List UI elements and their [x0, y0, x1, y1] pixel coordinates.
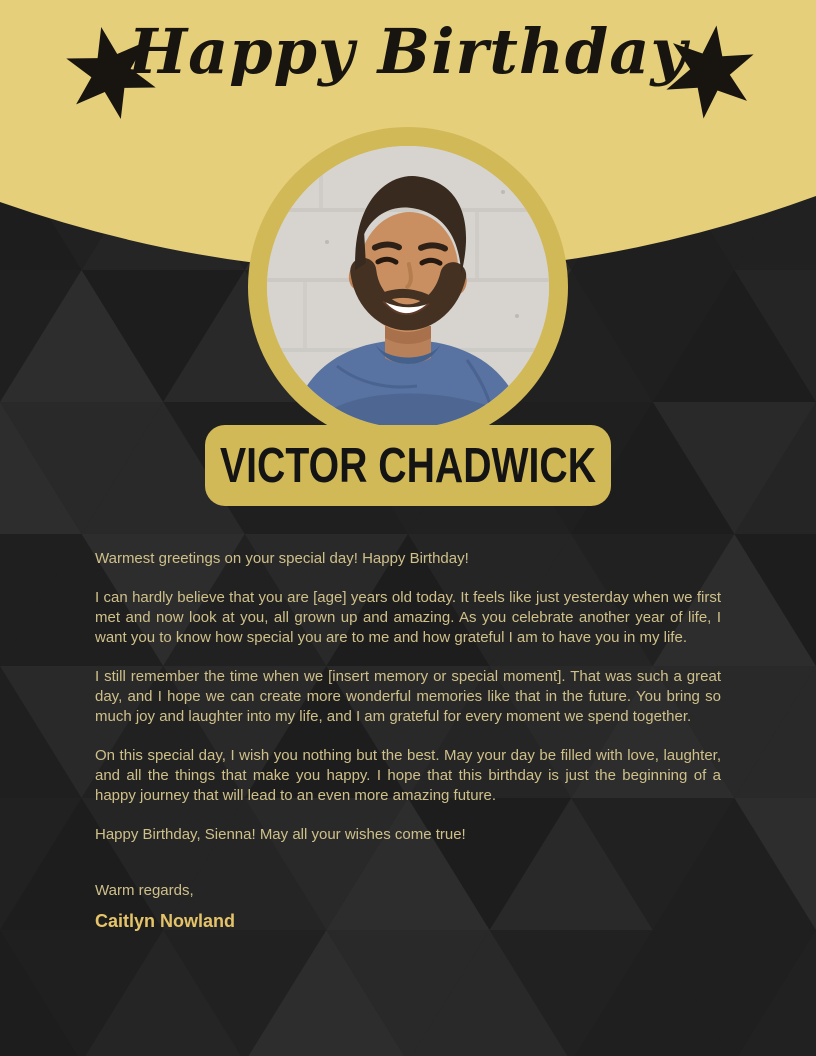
letter-paragraph: On this special day, I wish you nothing but the best. May your day be filled with love, laughter, and all the things that make you happy. I hope that this birthday is just the beginning of a happy journey that will lead to an even more amazing future.	[95, 747, 721, 804]
recipient-name: VICTOR CHADWICK	[219, 438, 597, 493]
letter-paragraph: Warmest greetings on your special day! Happy Birthday!	[95, 550, 469, 567]
page-title: Happy Birthday	[128, 15, 688, 88]
portrait-photo	[267, 146, 549, 428]
signature-name: Caitlyn Nowland	[95, 911, 236, 931]
name-banner	[205, 425, 611, 506]
closing-line: Warm regards,	[95, 882, 194, 899]
letter-paragraph: I can hardly believe that you are [age] years old today. It feels like just yesterday when we first met and now look at you, all grown up and amazing. As you celebrate another year of life, I want you to know how special you are to me and how grateful I am to have you in my life.	[95, 589, 721, 646]
photo-frame	[248, 127, 568, 447]
letter-paragraph: I still remember the time when we [insert memory or special moment]. That was such a great day, and I hope we can create more wonderful memories like that in the future. You bring so much joy and laughter into my life, and I am grateful for every moment we spend together.	[95, 668, 721, 725]
letter-paragraph: Happy Birthday, Sienna! May all your wishes come true!	[95, 826, 466, 843]
letter-body	[95, 549, 721, 931]
